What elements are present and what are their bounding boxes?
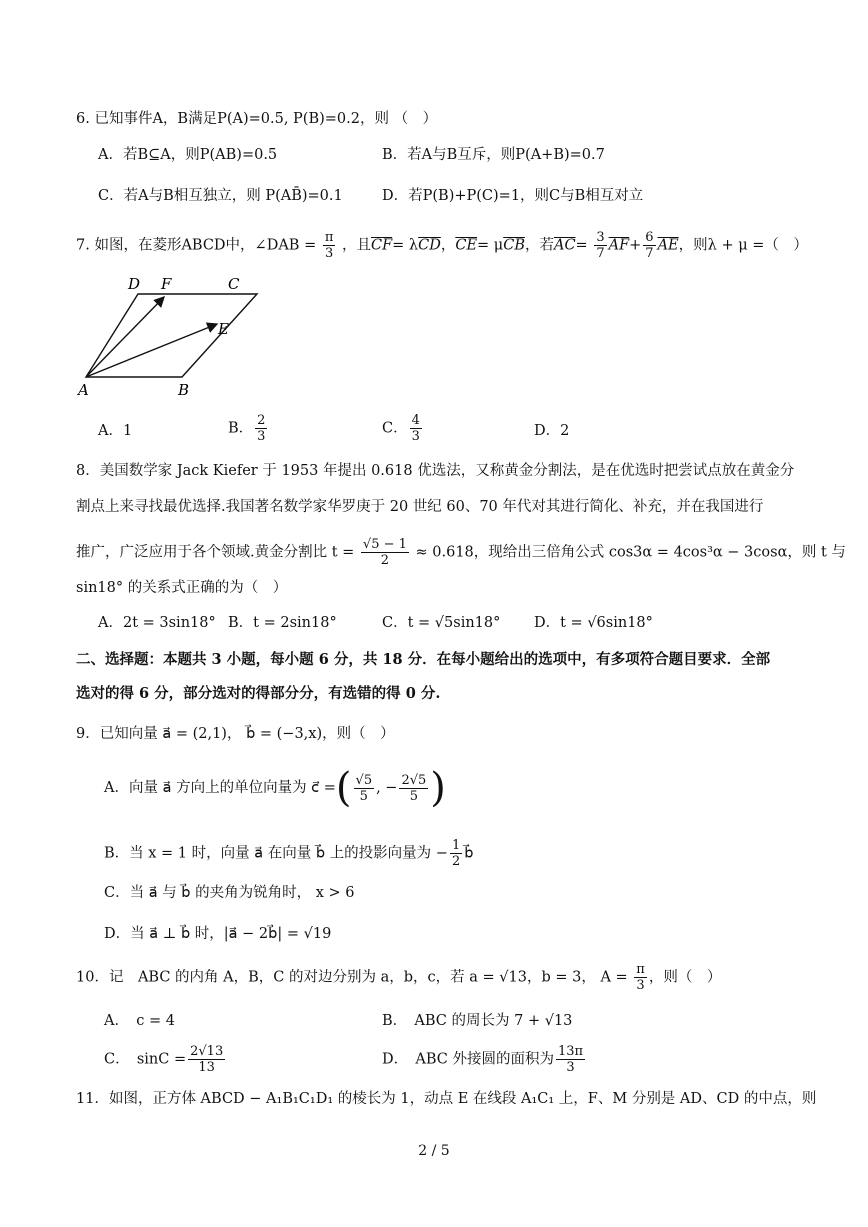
q8-option-a: A．2t = 3sin18°	[98, 615, 216, 631]
q7-option-c: C． $\frac{4}{3}$	[382, 413, 420, 444]
q10-option-c: C． sinC = $\frac{2√13}{13}$	[104, 1044, 224, 1075]
label-c: C	[228, 275, 240, 293]
q10-stem: 10．记 ABC 的内角 A，B，C 的对边分别为 a，b，c，若 a = √13，b = 3， A = $\frac{\pi}{3}$ ，则（ ）	[76, 962, 722, 993]
q11-stem: 11．如图，正方体 ABCD − A₁B₁C₁D₁ 的棱长为 1，动点 E 在线段 A₁C₁ 上，F、M 分别是 AD、CD 的中点，则	[76, 1091, 817, 1107]
q10-option-a: A． c = 4	[104, 1013, 175, 1029]
q7-option-b: B． $\frac{2}{3}$	[228, 413, 266, 444]
q6-option-d: D．若P(B)+P(C)=1，则C与B相互对立	[382, 188, 644, 204]
q7-stem: 7. 如图，在菱形ABCD中，∠DAB = $\frac{\pi}{3}$ ，且$\overline{CF}= \lambda\overline{CD}$，$\overline{CE}= \mu\overline{CB}$，若$\overline{AC}=$ $\frac{3}{7}$ $\overline{AF}+$ $\frac{6}{7}$ $\overline{AE}$，则λ + μ =（ ）	[76, 230, 808, 261]
q8-option-c: C．t = √5sin18°	[382, 615, 501, 631]
section-2-note: 选对的得 6 分，部分选对的得部分分，有选错的得 0 分.	[76, 685, 441, 702]
rhombus-diagram	[70, 270, 270, 400]
label-a: A	[78, 381, 89, 399]
q7-angle-fraction: $\frac{\pi}{3}$	[324, 230, 334, 261]
q8-line-3: 推广，广泛应用于各个领域.黄金分割比 t = $\frac{√5 - 1}{2}$ ≈ 0.618，现给出三倍角公式 cos3α = 4cos³α − 3cosα，则 t 与	[76, 537, 846, 568]
q9-option-b: B．当 x = 1 时，向量 a⃗ 在向量 b⃗ 上的投影向量为 − $\frac{1}{2}$ b⃗	[104, 838, 474, 869]
q6-option-b: B．若A与B互斥，则P(A+B)=0.7	[382, 147, 605, 163]
q10-option-d: D． ABC 外接圆的面积为 $\frac{13\pi}{3}$	[382, 1044, 584, 1075]
q9-option-d: D．当 a⃗ ⊥ b⃗ 时，|a⃗ − 2b⃗| = √19	[104, 926, 332, 942]
vector-af	[86, 297, 164, 377]
golden-ratio-fraction: $\frac{√5 - 1}{2}$	[362, 537, 407, 568]
label-d: D	[128, 275, 141, 293]
section-2-heading: 二、选择题：本题共 3 小题，每小题 6 分，共 18 分．在每小题给出的选项中，有多项符合题目要求．全部	[76, 651, 771, 668]
page-number: 2 / 5	[418, 1143, 450, 1159]
q7-option-a: A．1	[98, 423, 133, 439]
label-f: F	[161, 275, 172, 293]
q9-option-a: A．向量 a⃗ 方向上的单位向量为 c⃗ =( $\frac{√5}{5}$ , − $\frac{2√5}{5}$ )	[104, 765, 446, 811]
q9-option-c: C．当 a⃗ 与 b⃗ 的夹角为锐角时， x > 6	[104, 885, 355, 901]
q9-stem: 9．已知向量 a⃗ = (2,1)， b⃗ = (−3,x)，则（ ）	[76, 726, 395, 742]
q8-option-d: D．t = √6sin18°	[534, 615, 653, 631]
q7-coef-1: $\frac{3}{7}$	[596, 230, 605, 261]
label-b: B	[178, 381, 190, 399]
q7-coef-2: $\frac{6}{7}$	[645, 230, 654, 261]
vector-ae	[86, 324, 217, 377]
q8-line-1: 8．美国数学家 Jack Kiefer 于 1953 年提出 0.618 优选法，又称黄金分割法，是在优选时把尝试点放在黄金分	[76, 463, 795, 479]
q6-stem: 6. 已知事件A，B满足P(A)=0.5, P(B)=0.2，则 （ ）	[76, 111, 438, 127]
q8-option-b: B．t = 2sin18°	[228, 615, 337, 631]
q7-option-d: D．2	[534, 423, 570, 439]
rhombus-outline	[86, 294, 257, 377]
q10-option-b: B． ABC 的周长为 7 + √13	[382, 1013, 573, 1029]
q6-option-a: A．若B⊆A，则P(AB)=0.5	[98, 147, 278, 163]
q8-line-4: sin18° 的关系式正确的为（ ）	[76, 580, 288, 596]
q8-line-2: 割点上来寻找最优选择.我国著名数学家华罗庚于 20 世纪 60、70 年代对其进行简化、补充，并在我国进行	[76, 499, 764, 515]
label-e: E	[218, 320, 229, 338]
q6-option-c: C．若A与B相互独立，则 P(AB̄)=0.1	[98, 188, 343, 204]
q10-angle-fraction: $\frac{\pi}{3}$	[636, 962, 645, 993]
